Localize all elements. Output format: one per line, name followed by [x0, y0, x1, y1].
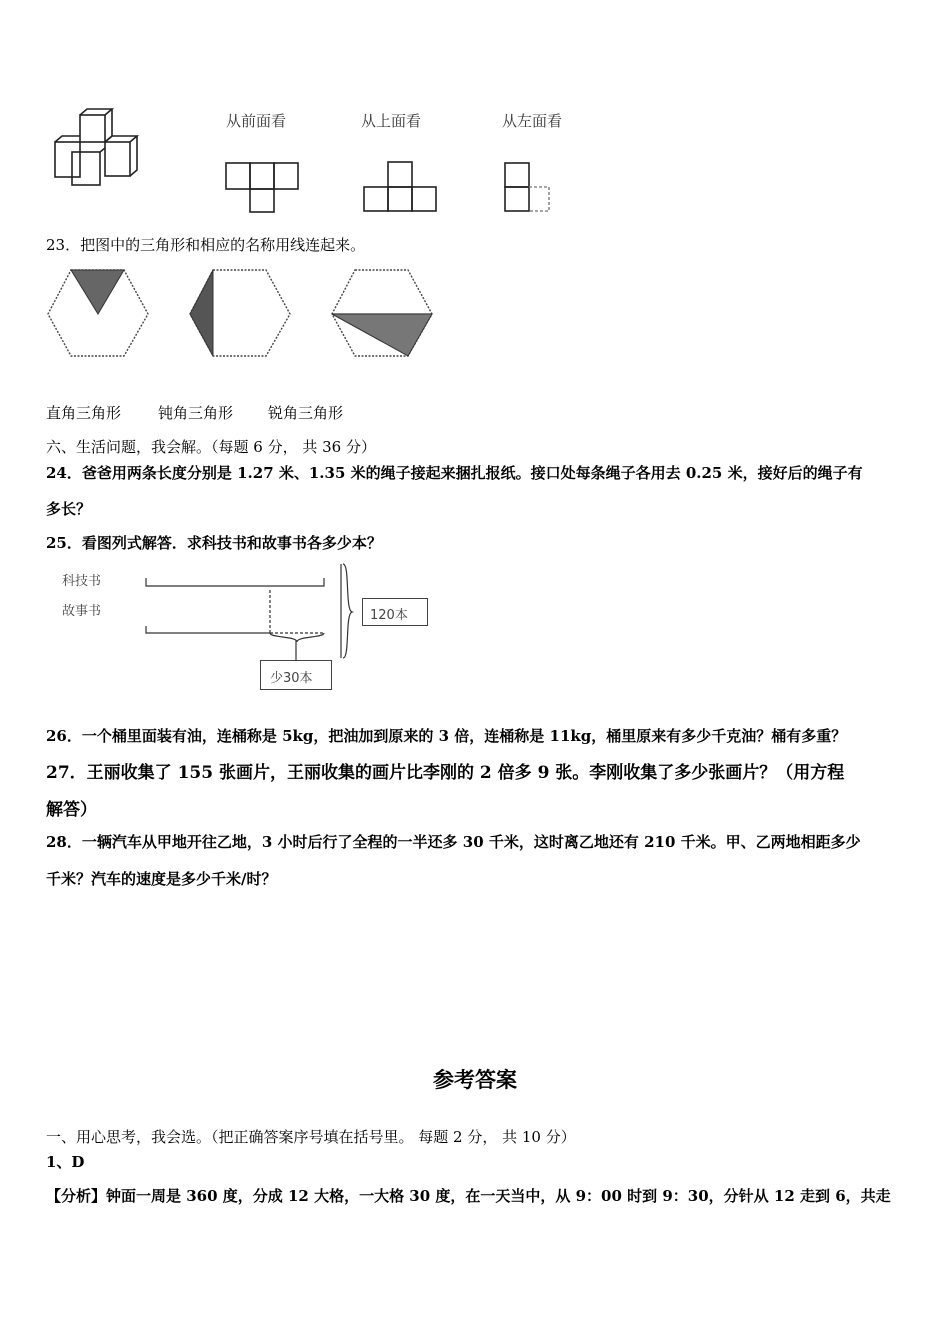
label-story-books: 故事书: [62, 604, 102, 619]
hexagon-right-triangle: [46, 268, 151, 360]
question-23: 23．把图中的三角形和相应的名称用线连起来。: [46, 236, 366, 254]
left-view-label: 从左面看: [502, 112, 563, 130]
answers-section-1: 一、用心思考，我会选。（把正确答案序号填在括号里。 每题 2 分， 共 10 分）: [46, 1128, 576, 1146]
top-view-label: 从上面看: [361, 112, 422, 130]
less-label: 少30本: [270, 671, 313, 686]
question-26: 26．一个桶里面装有油，连桶称是 5kg，把油加到原来的 3 倍，连桶称是 11kg，桶里原来有多少千克油？桶有多重？: [46, 727, 847, 745]
top-view-figure: [362, 160, 442, 215]
hexagon-obtuse-triangle: [188, 268, 293, 360]
triangle-name-right: 直角三角形: [46, 404, 122, 422]
question-28-line2: 千米？汽车的速度是多少千米/时？: [46, 870, 277, 888]
answers-title: 参考答案: [433, 1067, 517, 1092]
section-6-heading: 六、生活问题，我会解。（每题 6 分， 共 36 分）: [46, 438, 376, 456]
total-label: 120本: [370, 608, 408, 623]
question-25: 25．看图列式解答．求科技书和故事书各多少本？: [46, 534, 382, 552]
question-28-line1: 28．一辆汽车从甲地开往乙地，3 小时后行了全程的一半还多 30 千米，这时离乙地还有 210 千米。甲、乙两地相距多少: [46, 833, 861, 851]
front-view-figure: [224, 160, 304, 215]
question-27-line2: 解答）: [46, 800, 97, 820]
left-view-figure: [503, 160, 563, 215]
question-27-line1: 27．王丽收集了 155 张画片，王丽收集的画片比李刚的 2 倍多 9 张。李刚收集了多少张画片？（用方程: [46, 763, 845, 783]
front-view-label: 从前面看: [226, 112, 287, 130]
question-24-line2: 多长？: [46, 500, 92, 518]
triangle-name-acute: 锐角三角形: [268, 404, 344, 422]
question-24-line1: 24．爸爸用两条长度分别是 1.27 米、1.35 米的绳子接起来捆扎报纸。接口处每条绳子各用去 0.25 米，接好后的绳子有: [46, 464, 863, 482]
hexagon-acute-triangle: [330, 268, 435, 360]
answer-1-analysis: 【分析】钟面一周是 360 度，分成 12 大格，一大格 30 度，在一天当中，从 9：00 时到 9：30，分针从 12 走到 6，共走: [46, 1187, 891, 1205]
triangle-name-obtuse: 钝角三角形: [158, 404, 234, 422]
label-science-books: 科技书: [62, 574, 102, 589]
line-segment-diagram: [140, 560, 360, 665]
cube-stack-figure: [50, 110, 150, 190]
less-connector: [290, 640, 300, 662]
answer-1: 1、D: [46, 1153, 85, 1171]
